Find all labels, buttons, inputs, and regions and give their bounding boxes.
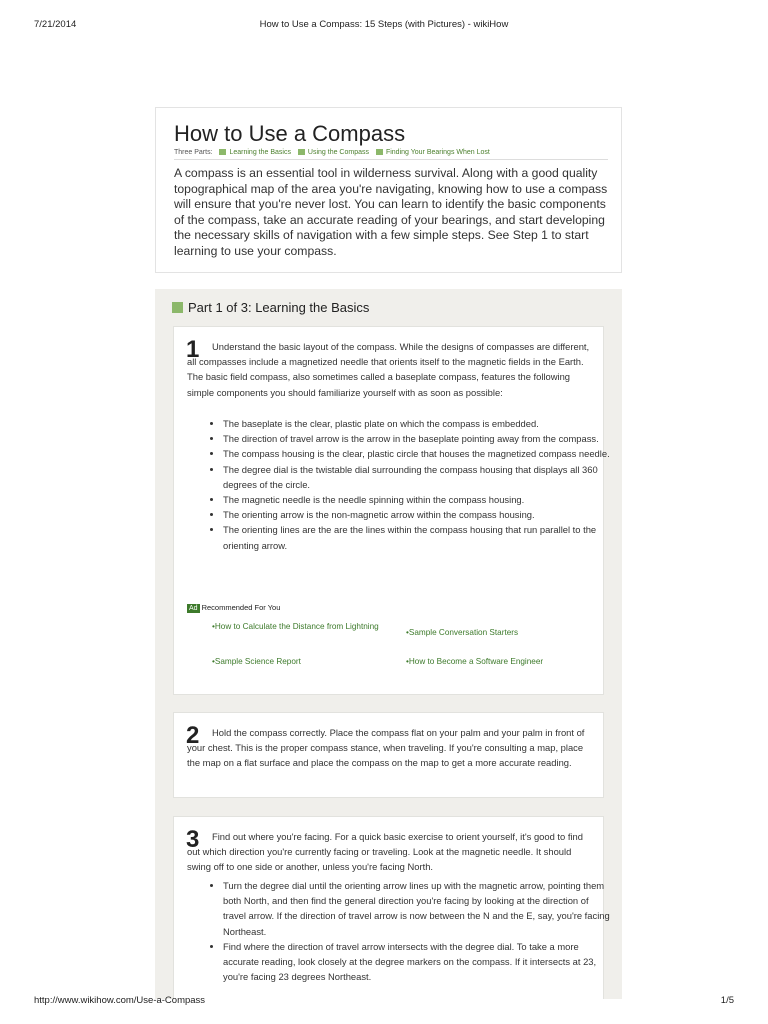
step-1-card	[173, 326, 610, 695]
article-title: How to Use a Compass	[174, 121, 406, 146]
part-square-icon	[376, 149, 383, 155]
ad-badge: Ad	[189, 605, 198, 612]
step-bullets	[187, 416, 613, 553]
part-link-2[interactable]: Using the Compass	[307, 149, 369, 156]
part-link-3[interactable]: Finding Your Bearings When Lost	[385, 149, 490, 156]
step-3-card	[173, 816, 610, 999]
recommended-header	[187, 603, 280, 613]
bullet-item: • The baseplate is the clear, plastic plate on which the compass is embedded.	[223, 416, 613, 431]
bullet-item: • The direction of travel arrow is the arrow in the baseplate pointing away from the compass.	[223, 431, 613, 446]
bullet-item: • The magnetic needle is the needle spinning within the compass housing.	[223, 492, 613, 507]
recommended-link[interactable]: •Sample Conversation Starters	[406, 628, 519, 637]
bullet-item: • The orienting arrow is the non-magnetic arrow within the compass housing.	[223, 507, 613, 522]
section-heading	[172, 300, 369, 315]
recommended-link[interactable]: •Sample Science Report	[212, 657, 301, 666]
step-bullets	[187, 878, 613, 984]
print-url: http://www.wikihow.com/Use-a-Compass	[34, 995, 206, 1006]
step-number: 1	[186, 336, 200, 363]
step-text: Find out where you're facing. For a quick basic exercise to orient yourself, it's good to find out which direction you're currently facing or traveling. Look at the magnetic needle. It should swing off to one side or another, unless you're facing North.	[187, 831, 583, 873]
parts-nav	[174, 149, 608, 160]
part-link-1[interactable]: Learning the Basics	[229, 149, 291, 156]
bullet-item: • The degree dial is the twistable dial surrounding the compass housing that displays all 360 degrees of the circle.	[223, 462, 613, 492]
recommended-link[interactable]: •How to Become a Software Engineer	[406, 657, 544, 666]
section-square-icon	[172, 302, 183, 313]
parts-label: Three Parts:	[174, 149, 213, 156]
bullet-item: • The orienting lines are the are the lines within the compass housing that run parallel to the orienting arrow.	[223, 522, 613, 552]
intro-text: A compass is an essential tool in wilderness survival. Along with a good quality topographical map of the area you're navigating, knowing how to use a compass will ensure that you're never lost. You can learn to identify the basic components of the compass, take an accurate reading of your bearings, and start developing the necessary skills of navigation with a few simple steps. See Step 1 to start learning to use your compass.	[174, 166, 608, 258]
part-square-icon	[298, 149, 305, 155]
bullet-item: • Find where the direction of travel arrow intersects with the degree dial. To take a more accurate reading, look closely at the degree markers on the compass. If it intersects at 23, you're facing 23 degrees Northeast.	[223, 939, 613, 985]
recommended-link[interactable]: •How to Calculate the Distance from Lightning	[212, 622, 379, 631]
step-number: 3	[186, 826, 200, 853]
bullet-item: • The compass housing is the clear, plastic circle that houses the magnetized compass needle.	[223, 446, 613, 461]
bullet-item: • Turn the degree dial until the orienting arrow lines up with the magnetic arrow, pointing them both North, and then find the general direction you're facing by looking at the direction of travel arrow. If the direction of travel arrow is now between the N and the E, say, you're facing Northeast.	[223, 878, 613, 939]
print-date: 7/21/2014	[34, 19, 77, 30]
recommended-label: Recommended For You	[201, 603, 281, 612]
step-text: Hold the compass correctly. Place the compass flat on your palm and your palm in front of your chest. This is the proper compass stance, when traveling. If you're consulting a map, place the map on a flat surface and place the compass on the map to get a more accurate reading.	[187, 727, 585, 769]
intro-box	[155, 107, 622, 273]
part-1-section	[155, 289, 622, 999]
section-heading-text: Part 1 of 3: Learning the Basics	[188, 300, 370, 315]
print-page-number: 1/5	[720, 995, 734, 1006]
step-2-card	[173, 712, 604, 798]
print-page-title: How to Use a Compass: 15 Steps (with Pictures) - wikiHow	[259, 19, 509, 30]
step-text: Understand the basic layout of the compass. While the designs of compasses are different, all compasses include a magnetized needle that orients itself to the magnetic fields in the Earth. The basic field compass, also sometimes called a baseplate compass, features the following simple components you should familiarize yourself with as soon as possible:	[187, 341, 590, 398]
part-square-icon	[219, 149, 226, 155]
step-number: 2	[186, 722, 200, 749]
